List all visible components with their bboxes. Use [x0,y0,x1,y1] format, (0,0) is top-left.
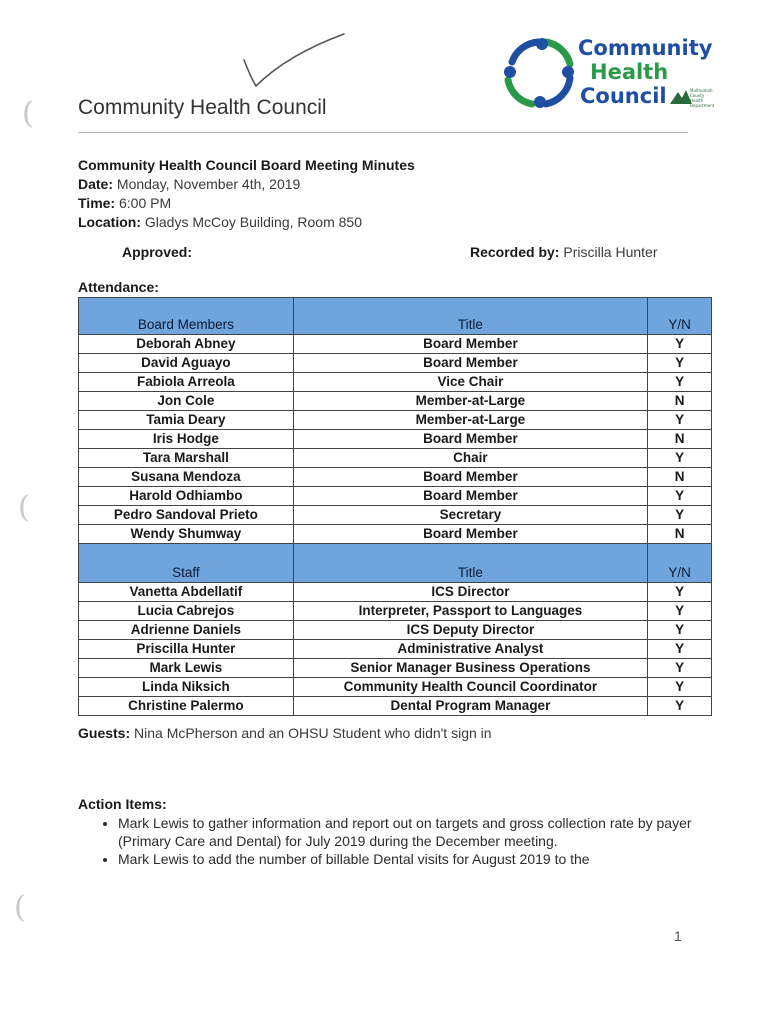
attendance-yn: Y [648,487,712,506]
member-title: Board Member [293,525,647,544]
time-label: Time: [78,195,116,211]
guests-value: Nina McPherson and an OHSU Student who didn't sign in [134,725,492,741]
table-row [79,659,712,678]
scan-artifact: ( [22,96,34,131]
attendance-yn: Y [648,583,712,602]
member-title: Chair [293,449,647,468]
member-name: Pedro Sandoval Prieto [79,506,294,525]
action-items-label: Action Items: [78,796,167,812]
table-row [79,487,712,506]
scan-artifact: ( [14,890,26,925]
table-row [79,468,712,487]
member-name: Fabiola Arreola [79,373,294,392]
member-title: Administrative Analyst [293,640,647,659]
recorded-by-label: Recorded by: [470,244,560,260]
table-row [79,430,712,449]
date-value: Monday, November 4th, 2019 [116,176,301,192]
action-items-list [98,814,708,868]
time-value: 6:00 PM [118,195,172,211]
attendance-yn: Y [648,354,712,373]
table-row [79,602,712,621]
member-title: Vice Chair [293,373,647,392]
page-number: 1 [674,928,682,944]
member-name: David Aguayo [79,354,294,373]
header-label: Y/N [668,565,691,580]
header-label: Board Members [137,317,234,332]
table-row [79,335,712,354]
attendance-yn: Y [648,640,712,659]
member-name: Vanetta Abdellatif [79,583,294,602]
table-row [79,411,712,430]
header-divider [78,132,688,133]
member-title: Senior Manager Business Operations [293,659,647,678]
table-row [79,640,712,659]
table-header-cell [79,544,294,583]
table-row [79,678,712,697]
attendance-yn: Y [648,373,712,392]
member-title: Board Member [293,430,647,449]
attendance-yn: Y [648,697,712,716]
member-title: ICS Deputy Director [293,621,647,640]
header-label: Y/N [668,317,691,332]
date-label: Date: [78,176,114,192]
table-header-cell [293,298,647,335]
community-health-council-logo [498,32,720,114]
member-name: Harold Odhiambo [79,487,294,506]
table-row [79,392,712,411]
attendance-yn: Y [648,335,712,354]
handwritten-checkmark [236,30,348,90]
table-row [79,506,712,525]
member-name: Mark Lewis [79,659,294,678]
attendance-yn: Y [648,602,712,621]
header-label: Title [457,317,483,332]
member-name: Deborah Abney [79,335,294,354]
member-name: Tamia Deary [79,411,294,430]
member-title: Member-at-Large [293,411,647,430]
attendance-yn: N [648,392,712,411]
meeting-title: Community Health Council Board Meeting Minutes [78,157,415,173]
member-title: Member-at-Large [293,392,647,411]
attendance-yn: Y [648,659,712,678]
logo-county-text: Multnomah County Health Department [690,88,715,108]
member-title: ICS Director [293,583,647,602]
logo-word-health: Health [590,60,669,84]
member-name: Tara Marshall [79,449,294,468]
table-header-row [79,544,712,583]
guests [78,725,492,741]
action-item: • Mark Lewis to gather information and report out on targets and gross collection rate by payer (Primary Care and Dental) for July 2019 during the December meeting. [118,814,708,850]
attendance-yn: Y [648,621,712,640]
member-title: Board Member [293,468,647,487]
location-label: Location: [78,214,141,230]
table-row [79,373,712,392]
member-title: Dental Program Manager [293,697,647,716]
attendance-table [78,297,712,716]
table-row [79,525,712,544]
table-row [79,449,712,468]
table-header-cell [79,298,294,335]
member-name: Jon Cole [79,392,294,411]
table-row [79,697,712,716]
recorded-by [470,244,658,260]
member-title: Community Health Council Coordinator [293,678,647,697]
logo-word-council: Council [580,84,667,108]
member-name: Susana Mendoza [79,468,294,487]
member-name: Christine Palermo [79,697,294,716]
logo-rings-icon [498,32,580,114]
member-title: Board Member [293,487,647,506]
location-value: Gladys McCoy Building, Room 850 [144,214,362,230]
page-heading: Community Health Council [78,96,327,119]
table-row [79,354,712,373]
table-header-row [79,298,712,335]
guests-label: Guests: [78,725,131,741]
scan-artifact: ( [18,490,30,525]
table-row [79,583,712,602]
member-name: Linda Niksich [79,678,294,697]
header-label: Title [457,565,483,580]
attendance-label: Attendance: [78,279,159,295]
meeting-info [78,156,415,232]
table-header-cell [648,298,712,335]
logo-word-community: Community [578,36,713,60]
approved-label: Approved: [122,244,192,260]
member-name: Lucia Cabrejos [79,602,294,621]
attendance-yn: Y [648,506,712,525]
member-name: Priscilla Hunter [79,640,294,659]
table-row [79,621,712,640]
member-title: Board Member [293,335,647,354]
action-item: • Mark Lewis to add the number of billable Dental visits for August 2019 to the [118,850,708,868]
header-label: Staff [172,565,200,580]
attendance-yn: N [648,468,712,487]
member-title: Interpreter, Passport to Languages [293,602,647,621]
member-name: Iris Hodge [79,430,294,449]
attendance-yn: Y [648,449,712,468]
member-name: Wendy Shumway [79,525,294,544]
recorded-by-value: Priscilla Hunter [563,244,658,260]
table-header-cell [293,544,647,583]
attendance-yn: N [648,430,712,449]
table-header-cell [648,544,712,583]
member-title: Board Member [293,354,647,373]
attendance-yn: Y [648,411,712,430]
attendance-yn: N [648,525,712,544]
attendance-yn: Y [648,678,712,697]
member-name: Adrienne Daniels [79,621,294,640]
member-title: Secretary [293,506,647,525]
